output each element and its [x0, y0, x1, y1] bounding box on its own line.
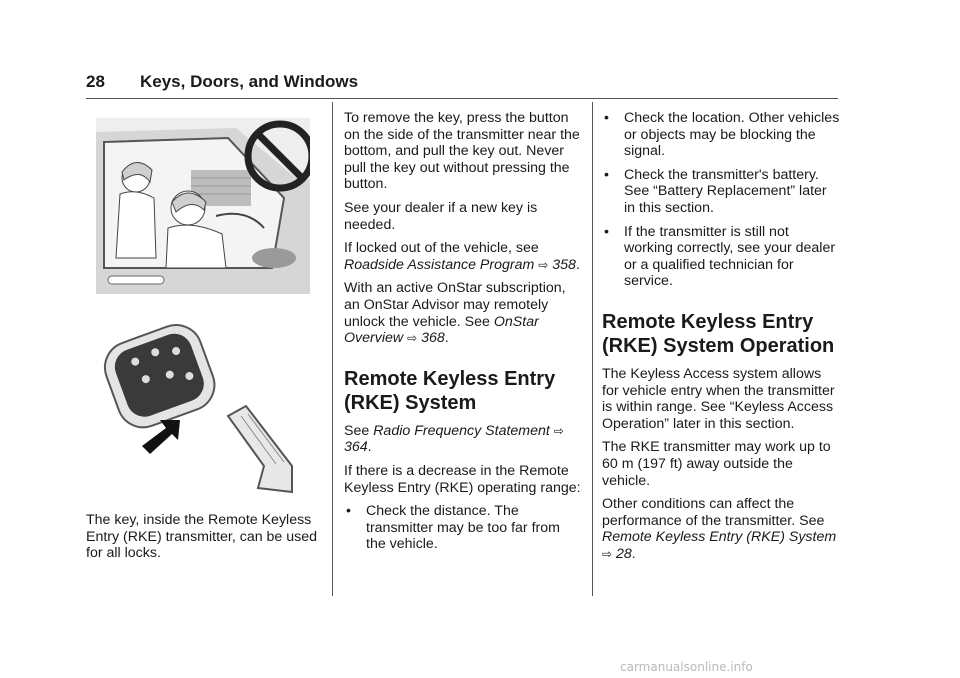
page-ref-arrow-icon: ⇨ [538, 257, 549, 272]
watermark: carmanualsonline.info [620, 660, 753, 674]
other-conditions-paragraph: Other conditions can affect the performance of the transmitter. See Remote Keyless Entry (RKE) System ⇨ 28. [602, 496, 837, 562]
key-caption: The key, inside the Remote Keyless Entry (RKE) transmitter, can be used for all locks. [86, 512, 318, 562]
column-divider-2 [592, 102, 593, 596]
page-number: 28 [86, 72, 105, 91]
keyless-access-paragraph: The Keyless Access system allows for vehicle entry when the transmitter is within range. See “Keyless Access Operation” later in this section. [602, 365, 835, 432]
onstar-paragraph: With an active OnStar subscription, an OnStar Advisor may remotely unlock the vehicle. See OnStar Overview ⇨ 368. [344, 280, 566, 347]
onstar-page-ref[interactable]: 368 [421, 330, 445, 347]
page-ref-arrow-icon: ⇨ [553, 423, 564, 438]
rke-system-heading: Remote Keyless Entry (RKE) System [344, 367, 556, 414]
new-key-paragraph: See your dealer if a new key is needed. [344, 199, 538, 233]
radio-frequency-page-ref[interactable]: 364 [344, 439, 368, 456]
radio-frequency-paragraph: See Radio Frequency Statement ⇨ 364. [344, 422, 564, 456]
onstar-overview-link[interactable]: OnStar Overview [344, 313, 539, 347]
radio-frequency-link[interactable]: Radio Frequency Statement [373, 422, 550, 439]
header-rule [86, 98, 838, 99]
page-header [86, 72, 838, 92]
remove-key-paragraph: To remove the key, press the button on the side of the transmitter near the bottom, and pull the key out. Never pull the key out without pressing the button. [344, 110, 580, 193]
range-decrease-paragraph: If there is a decrease in the Remote Keyless Entry (RKE) operating range: [344, 462, 581, 496]
roadside-assistance-link[interactable]: Roadside Assistance Program [344, 256, 535, 273]
children-in-car-illustration [96, 118, 310, 299]
locked-out-paragraph: If locked out of the vehicle, see Roadside Assistance Program ⇨ 358. [344, 240, 580, 273]
rke-system-link[interactable]: Remote Keyless Entry (RKE) System [602, 529, 837, 546]
list-item: • Check the transmitter's battery. See “Battery Replacement” later in this section. [604, 166, 827, 216]
rke-operation-heading: Remote Keyless Entry (RKE) System Operation [602, 310, 835, 357]
page-ref-arrow-icon: ⇨ [407, 331, 418, 346]
list-item: • Check the distance. The transmitter may be too far from the vehicle. [346, 503, 560, 553]
column-3 [602, 110, 840, 569]
rke-system-page-ref[interactable]: 28 [616, 545, 632, 562]
list-item: • If the transmitter is still not working correctly, see your dealer or a qualified technician for service. [604, 223, 836, 290]
section-title: Keys, Doors, and Windows [140, 72, 359, 91]
roadside-page-ref[interactable]: 358 [552, 256, 576, 273]
list-item: • Check the location. Other vehicles or objects may be blocking the signal. [604, 110, 840, 160]
column-2 [344, 110, 582, 560]
column-1 [86, 512, 322, 569]
page-ref-arrow-icon: ⇨ [602, 546, 613, 561]
range-paragraph: The RKE transmitter may work up to 60 m (197 ft) away outside the vehicle. [602, 439, 831, 489]
column-divider-1 [332, 102, 333, 596]
rke-transmitter-illustration [96, 316, 310, 503]
